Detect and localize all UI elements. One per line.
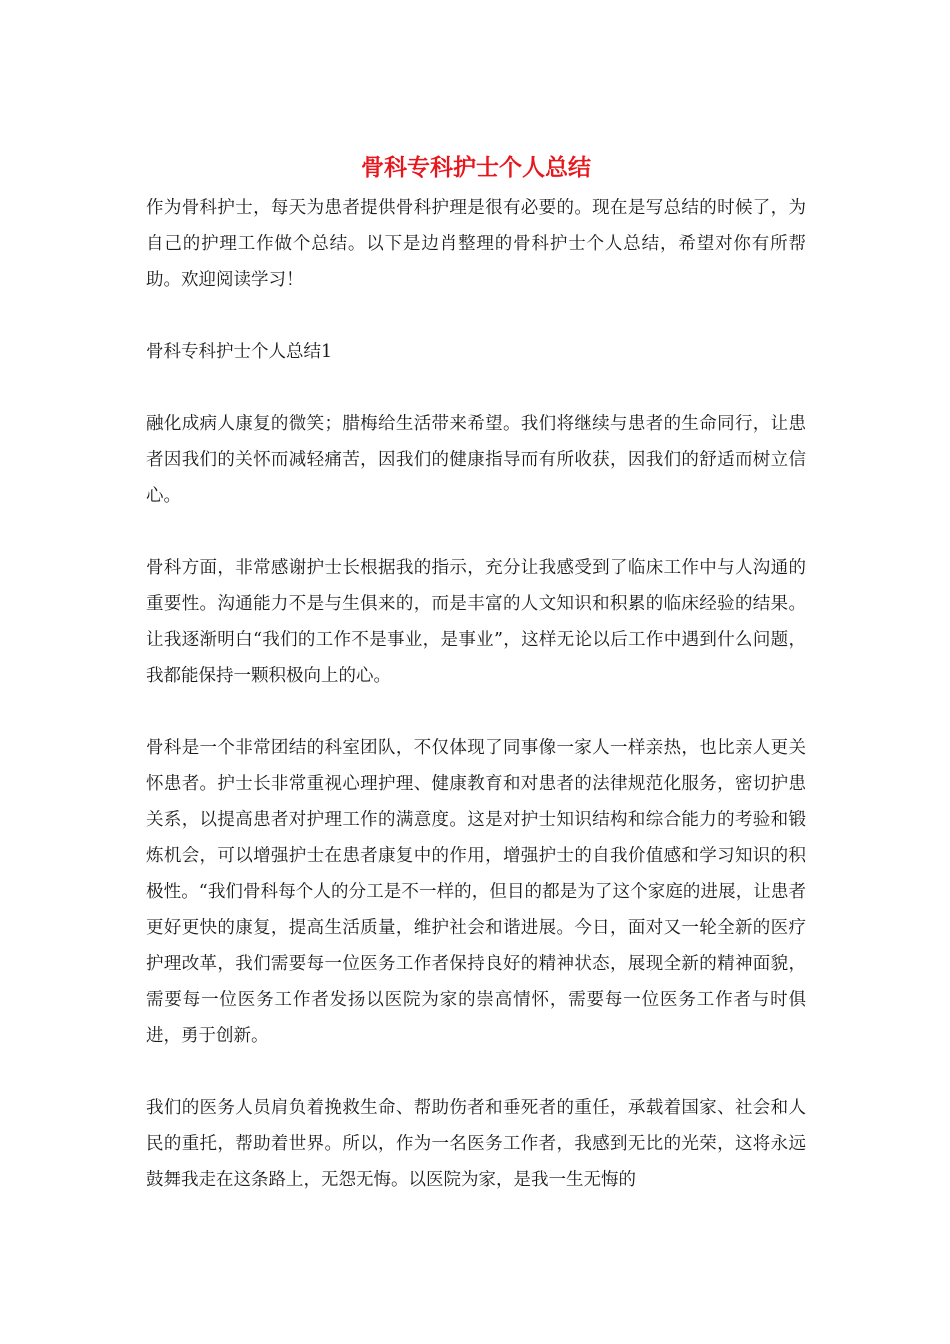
- body-paragraph: 我们的医务人员肩负着挽救生命、帮助伤者和垂死者的重任，承载着国家、社会和人民的重托，帮助着世界。所以，作为一名医务工作者，我感到无比的光荣，这将永远鼓舞我走在这条路上，无怨无悔。以医院为家，是我一生无悔的: [146, 1098, 806, 1190]
- paragraph-spacer: [146, 1054, 806, 1090]
- document-title: 骨科专科护士个人总结: [361, 154, 591, 181]
- body-paragraph: 骨科是一个非常团结的科室团队，不仅体现了同事像一家人一样亲热，也比亲人更关怀患者。护士长非常重视心理护理、健康教育和对患者的法律规范化服务，密切护患关系，以提高患者对护理工作的满意度。这是对护士知识结构和综合能力的考验和锻炼机会，可以增强护士在患者康复中的作用，增强护士的自我价值感和学习知识的积极性。“我们骨科每个人的分工是不一样的，但目的都是为了这个家庭的进展，让患者更好更快的康复，提高生活质量，维护社会和谐进展。今日，面对又一轮全新的医疗护理改革，我们需要每一位医务工作者保持良好的精神状态，展现全新的精神面貌，需要每一位医务工作者发扬以医院为家的崇高情怀，需要每一位医务工作者与时俱进，勇于创新。: [146, 738, 806, 1046]
- section-heading: 骨科专科护士个人总结1: [146, 342, 333, 362]
- document-body: [146, 146, 806, 1198]
- body-paragraph: 融化成病人康复的微笑；腊梅给生活带来希望。我们将继续与患者的生命同行，让患者因我们的关怀而减轻痛苦，因我们的健康指导而有所收获，因我们的舒适而树立信心。: [146, 414, 806, 506]
- paragraph-spacer: [146, 370, 806, 406]
- paragraph-spacer: [146, 694, 806, 730]
- body-paragraph: 骨科方面，非常感谢护士长根据我的指示，充分让我感受到了临床工作中与人沟通的重要性。沟通能力不是与生俱来的，而是丰富的人文知识和积累的临床经验的结果。让我逐渐明白“我们的工作不是事业，是事业”，这样无论以后工作中遇到什么问题，我都能保持一颗积极向上的心。: [146, 558, 806, 686]
- intro-paragraph: 作为骨科护士，每天为患者提供骨科护理是很有必要的。现在是写总结的时候了，为自己的护理工作做个总结。以下是边肖整理的骨科护士个人总结，希望对你有所帮助。欢迎阅读学习！: [146, 198, 806, 290]
- paragraph-spacer: [146, 514, 806, 550]
- paragraph-spacer: [146, 298, 806, 334]
